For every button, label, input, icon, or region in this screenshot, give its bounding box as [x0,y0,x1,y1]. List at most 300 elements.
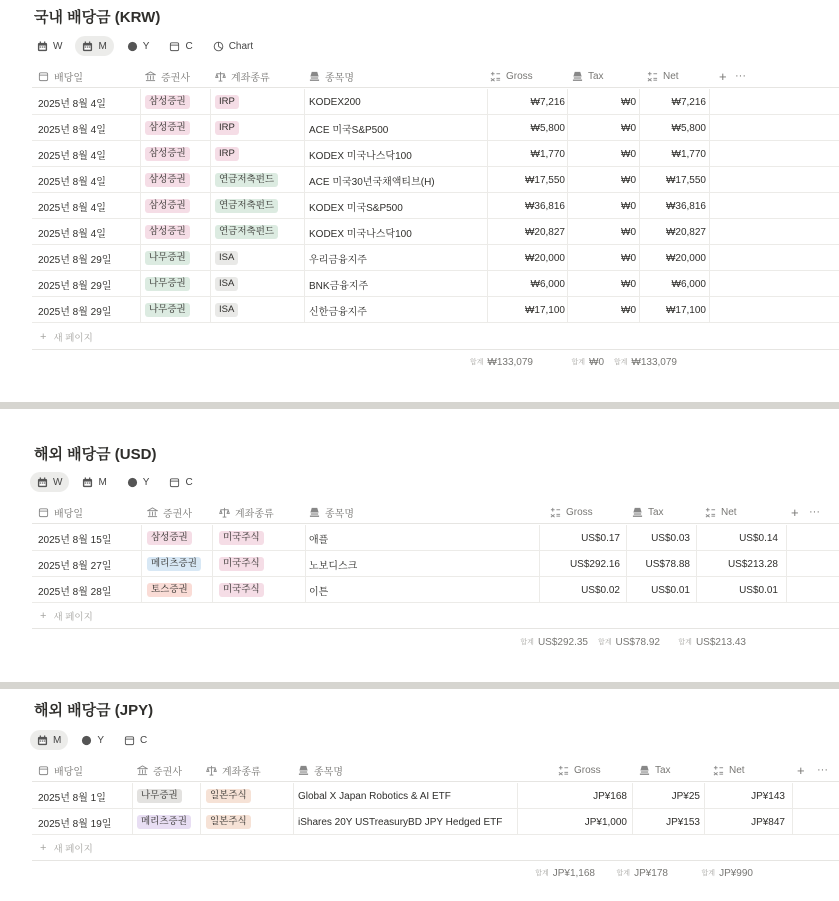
broker-cell[interactable] [147,577,192,603]
account-cell[interactable] [215,193,278,219]
header-date[interactable] [38,758,83,782]
tax-cell[interactable]: JP¥25 [671,790,700,802]
header-label: 배당일 [54,72,83,84]
broker-tag: 나무증권 [145,277,190,291]
date-cell[interactable]: 2025년 8월 27일 [38,560,112,572]
header-gross[interactable] [550,500,593,524]
net-cell[interactable]: ₩20,827 [665,226,706,238]
broker-cell[interactable] [145,219,190,245]
cell-divider [517,809,518,835]
view-tab-y[interactable] [120,472,157,492]
krw-table-header [32,64,839,88]
gross-cell[interactable]: ₩36,816 [524,200,565,212]
tax-cell[interactable]: US$0.01 [651,584,690,596]
gross-cell[interactable]: ₩1,770 [530,148,565,160]
cell-divider [212,551,213,577]
tax-cell[interactable]: ₩0 [621,200,636,212]
gross-cell[interactable]: US$292.16 [569,558,620,570]
header-date[interactable] [38,500,83,524]
account-cell[interactable] [219,551,264,577]
view-tab-chart[interactable] [206,36,260,56]
cell-divider [304,245,305,271]
cell-divider [639,245,640,271]
net-cell[interactable]: ₩5,800 [671,122,706,134]
header-net[interactable] [647,64,679,88]
account-tag: IRP [215,95,239,109]
number-icon [647,71,663,82]
account-cell[interactable] [215,115,239,141]
header-broker[interactable] [147,500,192,524]
scale-icon [206,765,222,776]
view-tab-label: M [53,734,62,746]
broker-cell[interactable] [137,783,182,809]
broker-cell[interactable] [147,525,192,551]
table-row[interactable] [32,297,839,323]
cell-divider [304,271,305,297]
account-tag: 연금저축펀드 [215,199,278,213]
header-label: Gross [506,70,533,82]
header-label: 종목명 [314,766,343,778]
name-cell[interactable]: 우리금융지주 [309,254,367,266]
header-gross[interactable] [558,758,601,782]
scale-icon [219,507,235,518]
usd-view-tabs [30,471,206,493]
sum-value: JP¥1,168 [552,867,595,879]
view-tab-m[interactable] [75,36,113,56]
date-cell[interactable]: 2025년 8월 15일 [38,534,112,546]
tax-cell[interactable]: US$0.03 [651,532,690,544]
broker-cell[interactable] [145,115,190,141]
lamp-icon [632,507,648,518]
cell-divider [567,167,568,193]
cell-divider [140,115,141,141]
net-cell[interactable]: ₩17,550 [665,174,706,186]
cell-divider [709,297,710,323]
add-column-icon[interactable]: + [797,762,805,778]
view-tab-w[interactable] [30,36,69,56]
cell-divider [792,809,793,835]
tax-cell[interactable]: ₩0 [621,226,636,238]
cell-divider [567,297,568,323]
header-label: 계좌종류 [222,766,261,778]
table-row[interactable] [32,115,839,141]
header-account[interactable] [206,758,261,782]
name-cell[interactable]: iShares 20Y USTreasuryBD JPY Hedged ETF [298,816,503,828]
date-cell[interactable]: 2025년 8월 29일 [38,254,112,266]
broker-tag: 삼성증권 [145,147,190,161]
broker-cell[interactable] [145,271,190,297]
header-name[interactable] [309,500,354,524]
cell-divider [704,809,705,835]
cell-divider [304,193,305,219]
broker-tag: 삼성증권 [145,95,190,109]
account-tag: ISA [215,277,238,291]
cell-divider [304,115,305,141]
view-tab-m[interactable] [75,472,113,492]
broker-tag: 삼성증권 [145,199,190,213]
bank-icon [137,765,153,776]
header-label: 계좌종류 [235,508,274,520]
date-cell[interactable]: 2025년 8월 19일 [38,818,112,830]
gross-cell[interactable]: ₩6,000 [530,278,565,290]
name-cell[interactable]: ACE 미국30년국채액티브(H) [309,176,435,188]
header-name[interactable] [298,758,343,782]
broker-cell[interactable] [147,551,201,577]
tax-cell[interactable]: ₩0 [621,304,636,316]
name-cell[interactable]: 노보디스크 [309,560,358,572]
broker-cell[interactable] [145,167,190,193]
name-cell[interactable]: 신한금융지주 [309,306,367,318]
cell-divider [626,525,627,551]
header-label: 증권사 [163,508,192,520]
date-cell[interactable]: 2025년 8월 4일 [38,202,106,214]
header-label: 계좌종류 [231,72,270,84]
header-label: 배당일 [54,766,83,778]
cell-divider [786,577,787,603]
header-tax[interactable] [639,758,671,782]
table-row[interactable] [32,141,839,167]
cell-divider [639,193,640,219]
sum-value: ₩133,079 [631,356,677,368]
date-cell[interactable]: 2025년 8월 29일 [38,306,112,318]
date-cell[interactable]: 2025년 8월 28일 [38,586,112,598]
circle-icon [127,477,143,488]
view-tab-y[interactable] [120,36,157,56]
gross-cell[interactable]: JP¥1,000 [584,816,627,828]
header-broker[interactable] [145,64,190,88]
account-cell[interactable] [215,245,238,271]
date-cell[interactable]: 2025년 8월 4일 [38,124,106,136]
section-divider [0,682,839,689]
cell-divider [567,219,568,245]
table-row[interactable] [32,271,839,297]
gross-cell[interactable]: US$0.17 [581,532,620,544]
number-icon [550,507,566,518]
calendar-icon [37,477,53,488]
more-options-icon[interactable]: ··· [817,764,828,776]
sum-label: 합계 [613,359,628,366]
plus-icon: + [40,609,47,622]
net-cell[interactable]: US$0.01 [739,584,778,596]
name-cell[interactable]: KODEX200 [309,96,361,108]
broker-tag: 삼성증권 [145,173,190,187]
broker-cell[interactable] [137,809,191,835]
net-cell[interactable]: ₩6,000 [671,278,706,290]
jpy-section [0,689,839,901]
krw-title: 국내 배당금 (KRW) [34,9,161,26]
name-cell[interactable]: Global X Japan Robotics & AI ETF [298,790,451,802]
sum-label: 합계 [535,870,549,877]
sum-label: 합계 [678,639,692,646]
view-tab-label: M [98,476,107,488]
account-cell[interactable] [206,783,251,809]
cell-divider [567,245,568,271]
table-row[interactable] [32,577,839,603]
date-cell[interactable]: 2025년 8월 1일 [38,792,106,804]
sum-value: ₩0 [589,356,604,368]
plus-icon: + [40,841,47,854]
cell-divider [305,525,306,551]
name-cell[interactable]: BNK금융지주 [309,280,369,292]
account-cell[interactable] [219,525,264,551]
cell-divider [304,297,305,323]
tax-cell[interactable]: ₩0 [621,148,636,160]
tax-cell[interactable]: ₩0 [621,174,636,186]
view-tab-label: W [53,476,63,488]
cell-divider [200,783,201,809]
sum-label: 합계 [520,639,534,646]
header-label: Net [663,70,679,82]
tax-cell[interactable]: ₩0 [621,278,636,290]
net-cell[interactable]: US$0.14 [739,532,778,544]
jpy-new-page-button[interactable] [32,835,839,861]
view-tab-m[interactable] [30,730,68,750]
view-tab-label: Y [142,40,150,52]
net-cell[interactable]: ₩36,816 [665,200,706,212]
tax-cell[interactable]: ₩0 [621,122,636,134]
calendar-outline-icon [169,477,185,488]
cell-divider [517,783,518,809]
broker-cell[interactable] [145,245,190,271]
name-cell[interactable]: ACE 미국S&P500 [309,124,389,136]
date-cell[interactable]: 2025년 8월 4일 [38,98,106,110]
tax-cell[interactable]: ₩0 [621,96,636,108]
gross-cell[interactable]: ₩20,827 [524,226,565,238]
cell-divider [639,297,640,323]
net-cell[interactable]: ₩17,100 [665,304,706,316]
net-sum[interactable] [616,863,753,883]
broker-cell[interactable] [145,141,190,167]
table-row[interactable] [32,89,839,115]
cell-divider [639,219,640,245]
account-cell[interactable] [215,297,238,323]
name-cell[interactable]: KODEX 미국나스닥100 [309,150,412,162]
view-tab-label: C [185,40,193,52]
cell-divider [786,551,787,577]
table-row[interactable] [32,551,839,577]
cell-divider [626,551,627,577]
tax-cell[interactable]: ₩0 [621,252,636,264]
usd-new-page-button[interactable] [32,603,839,629]
account-tag: ISA [215,251,238,265]
cell-divider [639,115,640,141]
cell-divider [305,577,306,603]
account-cell[interactable] [215,271,238,297]
account-cell[interactable] [215,89,239,115]
more-options-icon[interactable]: ··· [809,506,820,518]
broker-tag: 나무증권 [145,251,190,265]
cell-divider [293,809,294,835]
gross-cell[interactable]: US$0.02 [581,584,620,596]
calendar-icon [37,41,53,52]
header-tax[interactable] [632,500,664,524]
net-sum[interactable] [550,352,677,372]
net-cell[interactable]: JP¥143 [751,790,785,802]
date-cell[interactable]: 2025년 8월 4일 [38,228,106,240]
view-tab-c[interactable] [162,472,199,492]
header-gross[interactable] [490,64,533,88]
broker-tag: 메리츠증권 [147,557,201,571]
cell-divider [210,271,211,297]
cell-divider [539,525,540,551]
cell-divider [140,297,141,323]
view-tab-label: W [53,40,63,52]
account-tag: IRP [215,147,239,161]
broker-tag: 나무증권 [137,789,182,803]
new-page-label: 새 페이지 [53,332,93,344]
account-cell[interactable] [219,577,264,603]
cell-divider [304,89,305,115]
name-cell[interactable]: 애플 [309,534,329,546]
section-divider [0,402,839,409]
broker-cell[interactable] [145,193,190,219]
gross-cell[interactable]: ₩7,216 [530,96,565,108]
cell-divider [709,245,710,271]
net-cell[interactable]: ₩7,216 [671,96,706,108]
account-cell[interactable] [206,809,251,835]
date-cell[interactable]: 2025년 8월 4일 [38,176,106,188]
header-name[interactable] [309,64,354,88]
header-date[interactable] [38,64,83,88]
table-row[interactable] [32,193,839,219]
header-net[interactable] [713,758,745,782]
cell-divider [305,551,306,577]
gross-cell[interactable]: ₩20,000 [524,252,565,264]
lamp-icon [309,507,325,518]
broker-tag: 메리츠증권 [137,815,191,829]
view-tab-label: C [185,476,193,488]
header-label: Tax [648,506,664,518]
view-tab-c[interactable] [117,730,154,750]
krw-new-page-button[interactable] [32,324,839,350]
view-tab-y[interactable] [74,730,111,750]
gross-cell[interactable]: ₩17,550 [524,174,565,186]
calendar-icon [82,477,98,488]
add-column-icon[interactable]: + [719,68,727,84]
header-account[interactable] [215,64,270,88]
bank-icon [145,71,161,82]
krw-view-tabs [30,35,266,57]
calendar-outline-icon [124,735,140,746]
gross-cell[interactable]: ₩5,800 [530,122,565,134]
net-cell[interactable]: JP¥847 [751,816,785,828]
gross-cell[interactable]: JP¥168 [593,790,627,802]
cell-divider [210,193,211,219]
date-cell[interactable]: 2025년 8월 4일 [38,150,106,162]
cell-divider [304,141,305,167]
broker-tag: 삼성증권 [147,531,192,545]
table-row[interactable] [32,525,839,551]
account-cell[interactable] [215,167,278,193]
sum-label: 합계 [597,639,612,646]
table-row[interactable] [32,167,839,193]
calendar-icon [37,735,53,746]
table-row[interactable] [32,245,839,271]
cell-divider [141,551,142,577]
more-options-icon[interactable]: ··· [735,70,746,82]
net-cell[interactable]: ₩1,770 [671,148,706,160]
cell-divider [709,271,710,297]
view-tab-w[interactable] [30,472,69,492]
circle-icon [81,735,97,746]
circle-icon [127,41,143,52]
net-sum[interactable] [608,632,746,652]
gross-cell[interactable]: ₩17,100 [524,304,565,316]
calendar-icon [82,41,98,52]
account-cell[interactable] [215,219,278,245]
cell-divider [210,141,211,167]
chart-icon [213,41,229,52]
account-tag: 일본주식 [206,789,251,803]
header-label: Gross [566,506,593,518]
usd-title: 해외 배당금 (USD) [34,446,157,463]
header-net[interactable] [705,500,737,524]
cell-divider [709,219,710,245]
account-tag: 연금저축펀드 [215,225,278,239]
cell-divider [567,115,568,141]
new-page-label: 새 페이지 [53,611,93,623]
table-row[interactable] [32,219,839,245]
header-tax[interactable] [572,64,604,88]
cell-divider [704,783,705,809]
name-cell[interactable]: KODEX 미국S&P500 [309,202,403,214]
header-account[interactable] [219,500,274,524]
broker-tag: 토스증권 [147,583,192,597]
sum-value: US$292.35 [537,636,588,648]
account-cell[interactable] [215,141,239,167]
header-broker[interactable] [137,758,182,782]
cell-divider [639,89,640,115]
cell-divider [210,167,211,193]
view-tab-c[interactable] [162,36,199,56]
cell-divider [140,89,141,115]
account-tag: IRP [215,121,239,135]
net-cell[interactable]: US$213.28 [727,558,778,570]
sum-label: 합계 [701,870,716,877]
name-cell[interactable]: KODEX 미국나스닥100 [309,228,412,240]
cell-divider [132,809,133,835]
table-row[interactable] [32,809,839,835]
sum-value: JP¥990 [719,867,753,879]
view-tab-label: Y [97,734,105,746]
number-icon [490,71,506,82]
cell-divider [567,271,568,297]
header-label: Tax [588,70,604,82]
sum-value: US$78.92 [615,636,660,648]
header-label: Net [721,506,737,518]
net-cell[interactable]: ₩20,000 [665,252,706,264]
jpy-view-tabs [30,729,160,751]
date-cell[interactable]: 2025년 8월 29일 [38,280,112,292]
sum-value: JP¥178 [634,867,668,879]
cell-divider [567,141,568,167]
cell-divider [210,219,211,245]
cell-divider [639,141,640,167]
broker-cell[interactable] [145,297,190,323]
broker-cell[interactable] [145,89,190,115]
broker-tag: 삼성증권 [145,225,190,239]
table-row[interactable] [32,783,839,809]
jpy-title: 해외 배당금 (JPY) [34,702,154,719]
cell-divider [141,525,142,551]
cell-divider [210,297,211,323]
add-column-icon[interactable]: + [791,504,799,520]
lamp-icon [572,71,588,82]
view-tab-label: Y [142,476,150,488]
name-cell[interactable]: 이튼 [309,586,329,598]
tax-cell[interactable]: US$78.88 [645,558,690,570]
tax-cell[interactable]: JP¥153 [666,816,700,828]
